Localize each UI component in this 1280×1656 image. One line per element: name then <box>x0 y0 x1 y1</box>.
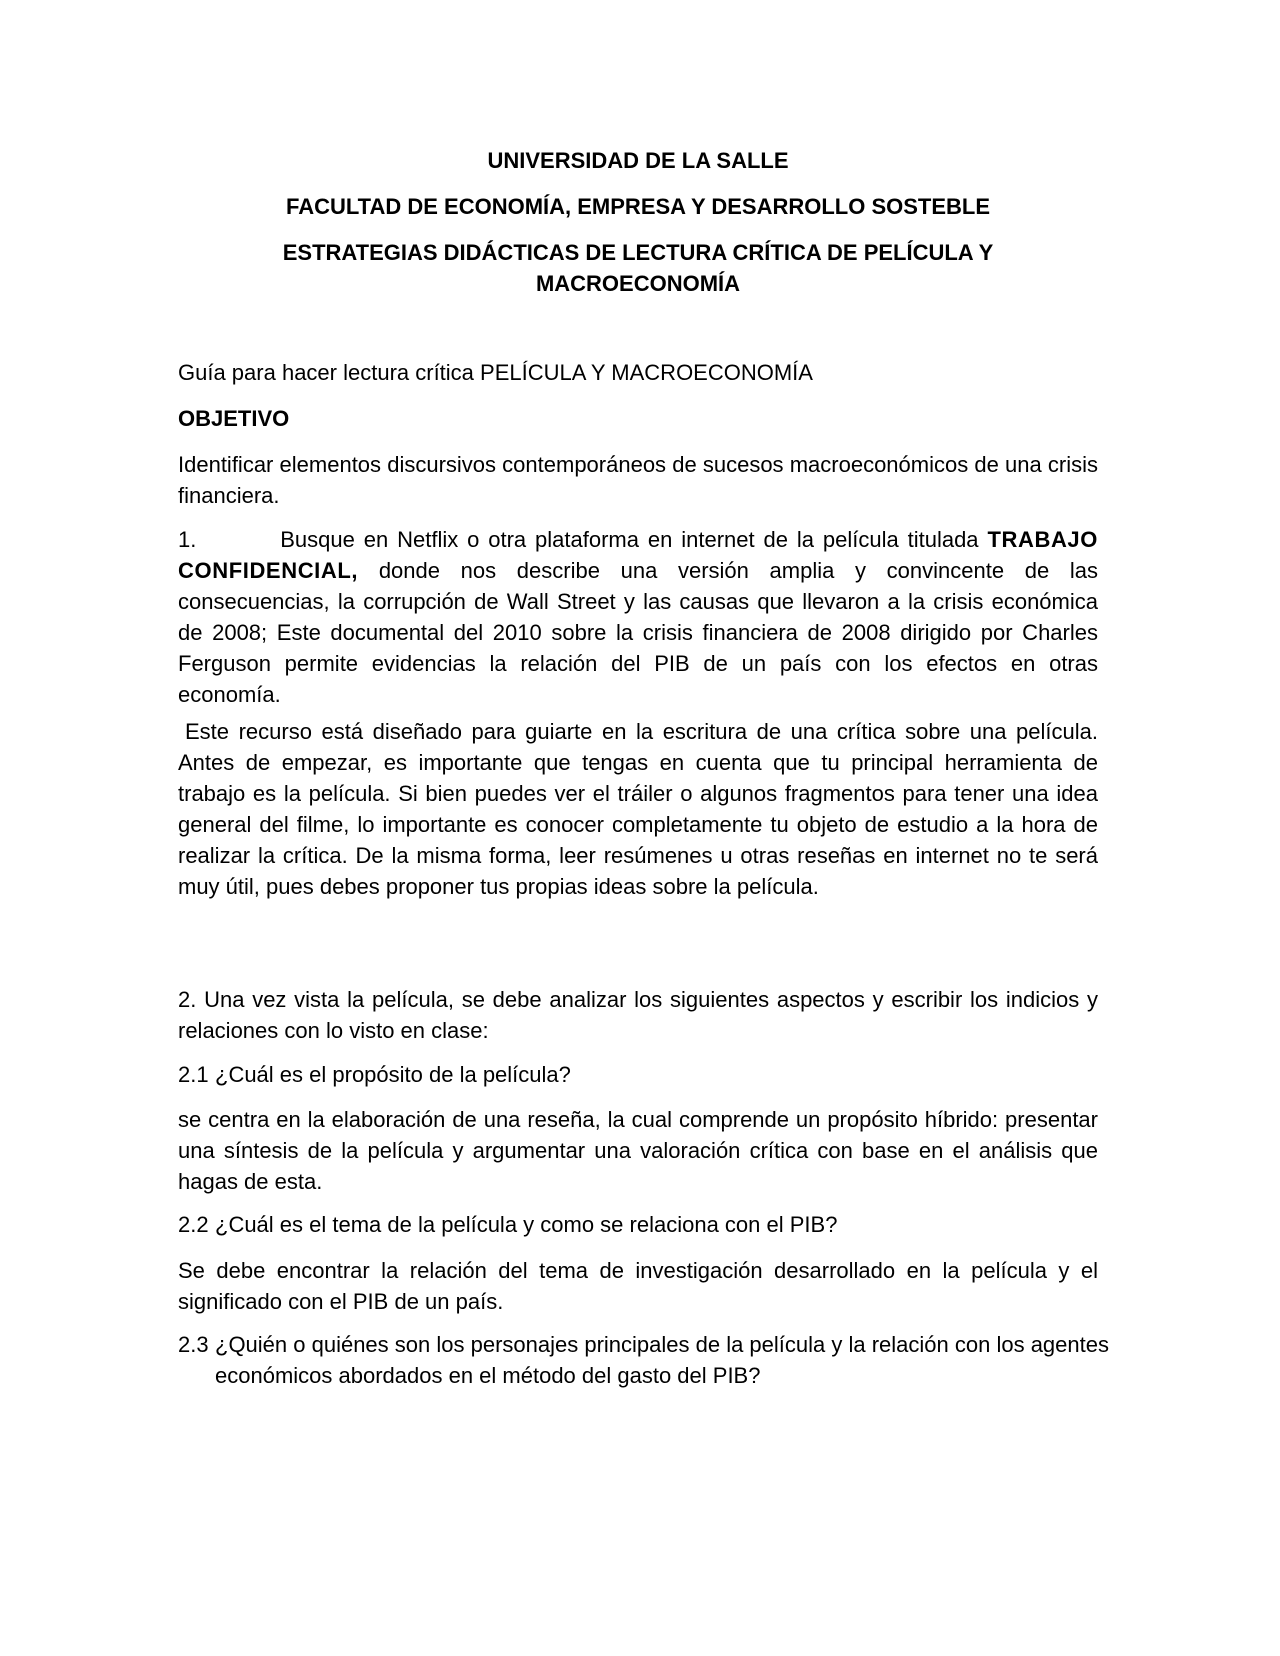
answer-2-1: se centra en la elaboración de una reseña, la cual comprende un propósito híbrido: presentar una síntesis de la película y argumentar una valoración crítica con base en el análisis que hagas de esta. <box>178 1107 1098 1194</box>
question-2-1-text: ¿Cuál es el propósito de la película? <box>215 1062 571 1087</box>
objective-heading: OBJETIVO <box>178 406 290 431</box>
item-1-paragraph <box>178 524 1098 710</box>
question-2-3-text: ¿Quién o quiénes son los personajes principales de la película y la relación con los agentes económicos abordados en el método del gasto del PIB? <box>215 1332 1109 1388</box>
item-1-number: 1. <box>178 527 197 552</box>
faculty-title: FACULTAD DE ECONOMÍA, EMPRESA Y DESARROLLO SOSTEBLE <box>285 194 991 219</box>
answer-2-2: Se debe encontrar la relación del tema de investigación desarrollado en la película y el significado con el PIB de un país. <box>178 1258 1098 1314</box>
question-2-2-text: ¿Cuál es el tema de la película y como se relaciona con el PIB? <box>215 1212 838 1237</box>
item-2-paragraph: 2. Una vez vista la película, se debe analizar los siguientes aspectos y escribir los indicios y relaciones con lo visto en clase: <box>178 987 1098 1043</box>
question-2-1 <box>178 1059 1098 1090</box>
question-2-3-number: 2.3 <box>178 1332 209 1357</box>
objective-text: Identificar elementos discursivos contemporáneos de sucesos macroeconómicos de una crisis financiera. <box>178 452 1098 508</box>
question-2-3 <box>178 1329 1135 1391</box>
question-2-2-number: 2.2 <box>178 1212 209 1237</box>
question-2-1-number: 2.1 <box>178 1062 209 1087</box>
question-2-2 <box>178 1209 1098 1240</box>
guide-title: Guía para hacer lectura crítica PELÍCULA Y MACROECONOMÍA <box>178 360 813 385</box>
item-1-text-after: donde nos describe una versión amplia y convincente de las consecuencias, la corrupción de Wall Street y las causas que llevaron a la crisis económica de 2008; Este documental del 2010 sobre la crisis financiera de 2008 dirigido por Charles Ferguson permite evidencias la relación del PIB de un país con los efectos en otras economía. <box>178 558 1098 707</box>
film-title: TRABAJO CONFIDENCIAL, <box>178 527 1098 583</box>
university-title: UNIVERSIDAD DE LA SALLE <box>487 148 789 173</box>
resource-paragraph: Este recurso está diseñado para guiarte en la escritura de una crítica sobre una película. Antes de empezar, es importante que tengas en cuenta que tu principal herramienta de trabajo es la película. Si bien puedes ver el tráiler o algunos fragmentos para tener una idea general del filme, lo importante es conocer completamente tu objeto de estudio a la hora de realizar la crítica. De la misma forma, leer resúmenes u otras reseñas en internet no te será muy útil, pues debes proponer tus propias ideas sobre la película. <box>178 719 1098 899</box>
course-title: ESTRATEGIAS DIDÁCTICAS DE LECTURA CRÍTICA DE PELÍCULA Y MACROECONOMÍA <box>282 240 994 296</box>
item-1-text-before: Busque en Netflix o otra plataforma en internet de la película titulada <box>280 527 979 552</box>
